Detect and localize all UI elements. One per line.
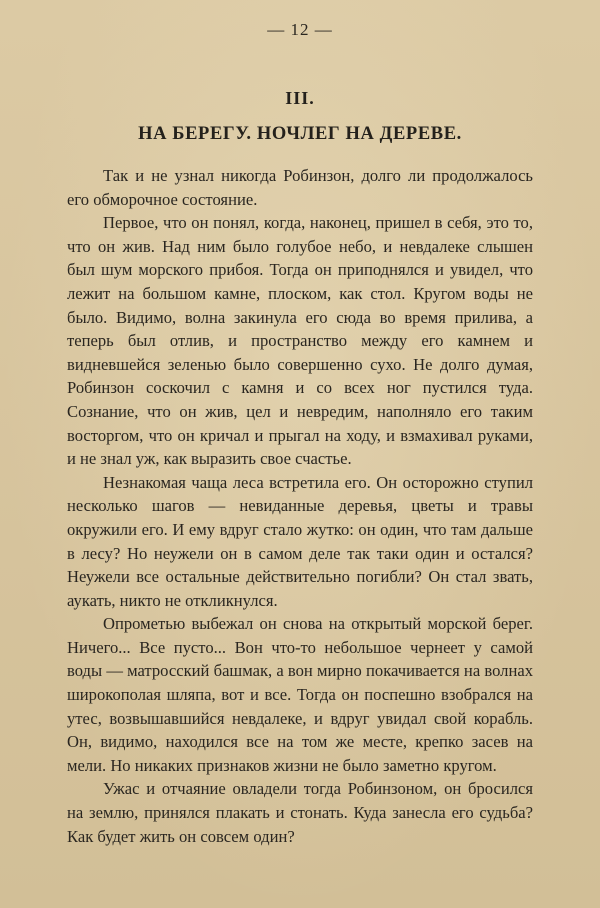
paragraph-3: Незнакомая чаща леса встретила его. Он осторожно ступил несколько шагов — невиданные деревья, цветы и травы окружили его. И ему вдруг стало жутко: он один, что там дальше в лесу? Но неужели он в самом деле так таки один и остался? Неужели все остальные действительно погибли? Он стал звать, аукать, никто не откликнулся. [67,472,533,610]
chapter-number: III. [285,88,315,108]
paragraph-1: Так и не узнал никогда Робинзон, долго ли продолжалось его обморочное состояние. [67,166,533,209]
paragraph-5: Ужас и отчаяние овладели тогда Робинзоном, он бросился на землю, принялся плакать и стонать. Куда занесла его судьба? Как будет жить он совсем один? [67,779,533,846]
page-number: — 12 — [267,20,333,39]
paragraph-4: Опрометью выбежал он снова на открытый морской берег. Ничего... Все пусто... Вон что-то небольшое чернеет у самой воды — матросский башмак, а вон мирно покачивается на волнах широкополая шляпа, вот и все. Тогда он поспешно взобрался на утес, возвышавшийся невдалеке, и вдруг увидал свой корабль. Он, видимо, находился все на том же месте, крепко засев на мели. Но никаких признаков жизни не было заметно кругом. [67,614,533,775]
chapter-title: НА БЕРЕГУ. НОЧЛЕГ НА ДЕРЕВЕ. [138,124,462,144]
chapter-body [67,164,533,848]
paragraph-2: Первое, что он понял, когда, наконец, пришел в себя, это то, что он жив. Над ним было голубое небо, и невдалеке слышен был шум морского прибоя. Тогда он приподнялся и увидел, что лежит на большом камне, плоском, как стол. Кругом воды не было. Видимо, волна закинула его сюда во время прилива, а теперь был отлив, и пространство между его камнем и видневшейся зеленью было совершенно сухо. Не долго думая, Робинзон соскочил с камня и со всех ног пустился туда. Сознание, что он жив, цел и невредим, наполняло его таким восторгом, что он кричал и прыгал на ходу, и взмахивал руками, и не знал уж, как выразить свое счастье. [67,213,533,469]
